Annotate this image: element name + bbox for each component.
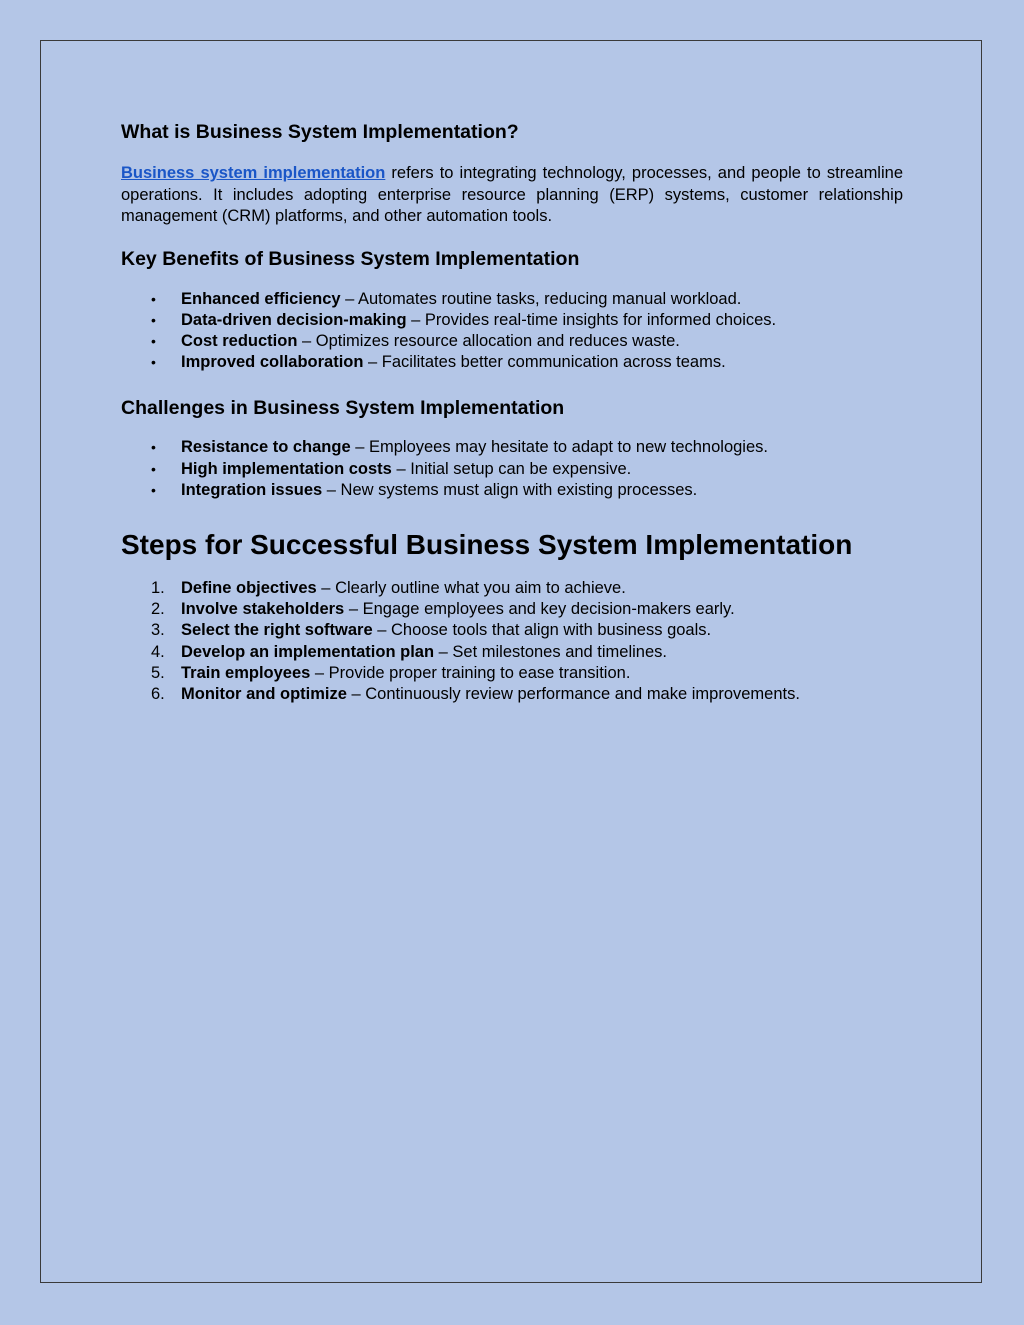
list-item (121, 352, 903, 373)
item-description: – Optimizes resource allocation and reduces waste. (297, 331, 680, 350)
bullet-icon: • (151, 354, 156, 371)
item-description: – Engage employees and key decision-makers early. (344, 600, 735, 619)
item-term: Resistance to change (181, 438, 351, 457)
bullet-icon: • (151, 481, 156, 498)
intro-paragraph (121, 163, 903, 228)
business-system-implementation-link[interactable]: Business system implementation (121, 164, 386, 182)
list-item (121, 437, 903, 458)
list-item (121, 578, 903, 599)
list-item (121, 331, 903, 352)
section-heading-steps: Steps for Successful Business System Implementation (121, 528, 853, 560)
step-number: 5. (151, 663, 165, 682)
item-description: – Facilitates better communication across teams. (363, 353, 726, 372)
section-heading-what-is: What is Business System Implementation? (121, 121, 519, 143)
item-term: Involve stakeholders (181, 600, 345, 619)
item-term: Develop an implementation plan (181, 642, 435, 661)
list-item (121, 684, 903, 705)
item-term: Improved collaboration (181, 353, 364, 372)
item-description: – Provides real-time insights for informed choices. (406, 310, 777, 329)
list-item (121, 599, 903, 620)
section-heading-challenges: Challenges in Business System Implementation (121, 397, 565, 420)
bullet-icon: • (151, 439, 156, 456)
steps-list (121, 578, 903, 705)
item-description: – Employees may hesitate to adapt to new technologies. (350, 438, 768, 457)
section-heading-benefits: Key Benefits of Business System Implementation (121, 247, 580, 270)
bullet-icon: • (151, 290, 156, 307)
document-content (121, 118, 903, 705)
step-number: 2. (151, 600, 165, 619)
list-item (121, 642, 903, 663)
item-term: Enhanced efficiency (181, 289, 341, 308)
step-number: 1. (151, 578, 165, 597)
item-term: Data-driven decision-making (181, 310, 407, 329)
item-description: – Choose tools that align with business goals. (372, 621, 712, 640)
item-term: Monitor and optimize (181, 684, 347, 703)
step-number: 6. (151, 684, 165, 703)
item-description: – Automates routine tasks, reducing manual workload. (340, 289, 742, 308)
item-term: Cost reduction (181, 331, 298, 350)
bullet-icon: • (151, 460, 156, 477)
bullet-icon: • (151, 311, 156, 328)
item-term: Select the right software (181, 621, 373, 640)
list-item (121, 663, 903, 684)
bullet-icon: • (151, 332, 156, 349)
list-item (121, 289, 903, 310)
list-item (121, 310, 903, 331)
list-item (121, 459, 903, 480)
item-description: – Initial setup can be expensive. (391, 459, 632, 478)
challenges-list (121, 437, 903, 501)
item-description: – New systems must align with existing processes. (322, 480, 698, 499)
item-term: High implementation costs (181, 459, 392, 478)
item-description: – Provide proper training to ease transition. (310, 663, 631, 682)
list-item (121, 480, 903, 501)
item-term: Define objectives (181, 578, 317, 597)
item-description: – Set milestones and timelines. (434, 642, 667, 661)
item-description: – Clearly outline what you aim to achieve. (316, 578, 626, 597)
item-description: – Continuously review performance and make improvements. (346, 684, 800, 703)
list-item (121, 620, 903, 641)
item-term: Train employees (181, 663, 311, 682)
item-term: Integration issues (181, 480, 323, 499)
step-number: 4. (151, 642, 165, 661)
benefits-list (121, 289, 903, 374)
intro-text: refers to integrating technology, processes, and people to streamline operations. It includes adopting enterprise resource planning (ERP) systems, customer relationship management (CRM) platforms, and other automation tools. (121, 164, 903, 225)
step-number: 3. (151, 621, 165, 640)
